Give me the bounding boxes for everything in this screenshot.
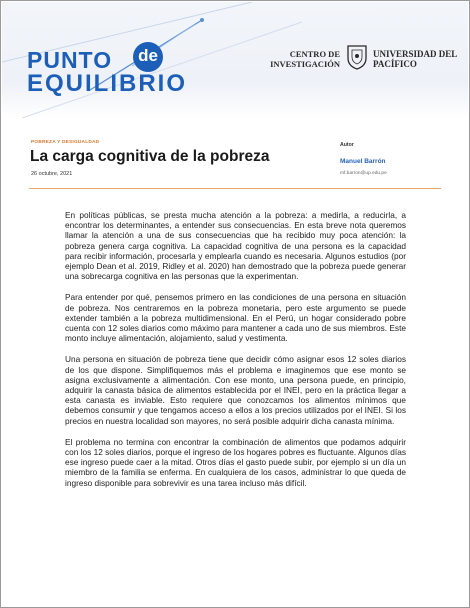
article-title: La carga cognitiva de la pobreza xyxy=(30,148,270,165)
logo-equilibrio: EQUILIBRIO xyxy=(27,70,188,97)
header-banner xyxy=(2,2,468,118)
logo-punto: PUNTO xyxy=(27,47,113,73)
university-crest-icon xyxy=(346,44,368,70)
author-name[interactable]: Manuel Barrón xyxy=(340,158,386,165)
universidad-label: UNIVERSIDAD DEL PACÍFICO xyxy=(373,49,457,69)
body-paragraph: En políticas públicas, se presta mucha atención a la pobreza: a medirla, a reducirla, a encontrar los determinantes, a entender sus consecuencias. En esta breve nota queremos llamar la atención a una de sus consecuencias que ha recibido muy poca atención: la pobreza genera carga cognitiva. La capacidad cognitiva de una persona es la capacidad para recibir información, procesarla y emplearla cuando es necesaria. Algunos estudios (por ejemplo Dean et al. 2019, Ridley et al. 2020) han demostrado que la pobreza puede generar una sobrecarga cognitiva en las personas que la experimentan. xyxy=(65,210,406,282)
section-label: POBREZA Y DESIGUALDAD xyxy=(31,140,100,145)
author-email[interactable]: mf.barron@up.edu.pe xyxy=(340,171,387,176)
header-divider xyxy=(29,188,441,189)
body-paragraph: El problema no termina con encontrar la combinación de alimentos que podamos adquirir con los 12 soles diarios, porque el ingreso de los hogares pobres es fluctuante. Algunos días ese ingreso puede caer a la mitad. Otros días el gasto puede subir, por ejemplo si un día un miembro de la familia se enferma. En cualquiera de los casos, administrar lo que queda de ingreso disponible para sobrevivir es una tarea incluso más difícil. xyxy=(65,436,406,488)
body-paragraph: Una persona en situación de pobreza tiene que decidir cómo asignar esos 12 soles diarios de los que dispone. Simplifiquemos más el problema e imaginemos que ese monto se asigna exclusivamente a alimentación. Con ese monto, una persona puede, en principio, adquirir la canasta básica de alimentos establecida por el INEI, pero en la práctica llegar a esta canasta es inviable. Esto requiere que conozcamos los alimentos mínimos que debemos consumir y que tengamos acceso a ellos a los precios utilizados por el INEI. Si los precios en nuestra localidad son mayores, no será posible adquirir dicha canasta mínima. xyxy=(65,354,406,426)
author-label: Autor xyxy=(340,142,354,148)
logo-de-badge: de xyxy=(133,42,163,72)
article-date: 26 octubre, 2021 xyxy=(31,171,73,177)
centro-investigacion-label: CENTRO DE INVESTIGACIÓN xyxy=(270,49,340,69)
body-paragraph: Para entender por qué, pensemos primero en las condiciones de una persona en situación de pobreza. Nos centraremos en la pobreza monetaria, pero este argumento se puede extender también a la pobreza multidimensional. En el Perú, un hogar considerado pobre cuenta con 12 soles diarios como máximo para mantener a cada uno de sus miembros. Este monto incluye alimentación, alojamiento, salud y vestimenta. xyxy=(65,292,406,344)
article-body xyxy=(65,210,406,499)
